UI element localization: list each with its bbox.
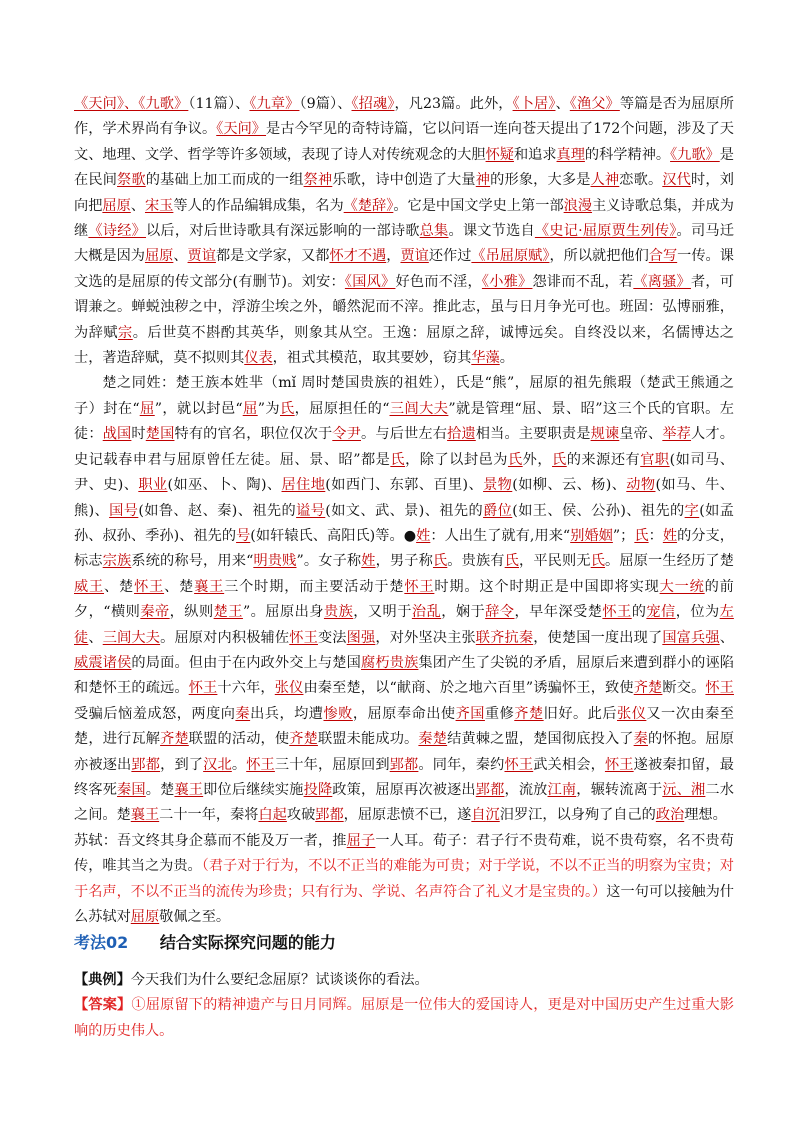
- term-link[interactable]: 氏: [634, 527, 649, 544]
- annotation-text: （君子对于行为，不以不正当的难能为可贵；对于学说，不以不正当的明察为宝贵；对于名声，不以不正当的流传为珍贵；只有行为、学说、名声符合了礼义才是宝贵的。）: [74, 858, 734, 900]
- text-run: 政策，屈原再次被逐出: [332, 781, 476, 798]
- text-run: 等篇是否为屈原所作，学术界尚有争议。: [74, 96, 734, 138]
- paragraph-commentary: [74, 829, 734, 931]
- text-run: 、: [719, 629, 734, 646]
- text-run: 的怀抱。屈原亦被逐出: [74, 731, 734, 773]
- term-link[interactable]: 居住地: [281, 477, 326, 494]
- text-run: 的科学精神。: [584, 146, 671, 163]
- term-link[interactable]: 齐楚: [633, 680, 663, 697]
- text-run: 都是文学家，又都: [215, 248, 330, 265]
- text-run: ，除了以封邑为: [405, 451, 508, 468]
- text-run: 变法: [317, 629, 347, 646]
- example-tag: 【典例】: [74, 972, 131, 988]
- text-run: 重修: [484, 705, 515, 722]
- term-link[interactable]: 左徒: [74, 604, 734, 646]
- text-run: (如柳、云、杨)、: [512, 477, 627, 494]
- term-link[interactable]: 三闾大夫: [389, 400, 449, 417]
- example-question: 今天我们为什么要纪念屈原？试谈谈你的看法。: [130, 972, 429, 988]
- text-run: ，所以就把他们: [549, 248, 649, 265]
- term-link[interactable]: 齐国: [455, 705, 485, 722]
- text-run: 苏轼：吾文终其身企慕而不能及万一者，推: [74, 832, 347, 849]
- text-run: 和追求: [513, 146, 557, 163]
- term-link[interactable]: 神: [475, 172, 491, 189]
- answer-text: ①屈原留下的精神遗产与日月同辉。屈原是一位伟大的爱国诗人，更是对中国历史产生过重大影响的历史伟人。: [74, 997, 734, 1039]
- term-link[interactable]: 《渔父》: [569, 96, 620, 112]
- term-link[interactable]: 氏: [552, 451, 567, 468]
- term-link[interactable]: 怀王: [604, 756, 634, 773]
- term-link[interactable]: 氏: [507, 451, 523, 468]
- text-run: 。后世莫不斟酌其英华，则象其从空。王逸：屈原之辞，诚博远矣。自终没以来，名儒博达之士，著造辞赋，莫不拟则其: [74, 324, 734, 367]
- text-run: 敬佩之至。: [159, 909, 231, 925]
- text-run: 一传。课文选的是屈原的传文部分(有删节)。刘安：: [74, 248, 734, 290]
- text-run: ，使楚国一度出现了: [533, 629, 663, 646]
- text-run: 。楚: [145, 781, 175, 798]
- term-link[interactable]: 齐楚: [160, 731, 189, 748]
- text-run: ，位为: [675, 604, 720, 621]
- text-run: 。: [499, 350, 514, 367]
- answer-line: [74, 993, 734, 1044]
- term-link[interactable]: 郢都: [315, 807, 344, 824]
- text-run: ，男子称: [375, 553, 433, 570]
- term-link[interactable]: 人神: [590, 172, 620, 189]
- term-link[interactable]: 《诗经》: [88, 223, 147, 240]
- term-link[interactable]: 齐楚: [289, 731, 318, 748]
- text-run: 、楚: [104, 578, 135, 595]
- text-run: ”为: [257, 400, 280, 417]
- term-link[interactable]: 职业: [138, 477, 168, 494]
- term-link[interactable]: 辞令: [485, 604, 515, 621]
- term-link[interactable]: 《国风》: [344, 273, 396, 290]
- text-run: 。: [231, 756, 247, 773]
- term-link[interactable]: 真理: [556, 146, 585, 163]
- text-run: ：: [648, 527, 663, 544]
- term-link[interactable]: 总集: [419, 223, 449, 240]
- text-run: 。屈原对内积极辅佐: [160, 629, 290, 646]
- text-run: (如文、武、景)、祖先的: [325, 502, 484, 519]
- term-link[interactable]: 惨败: [323, 705, 353, 722]
- text-run: 是在民间: [74, 146, 734, 189]
- term-link[interactable]: 齐楚: [514, 705, 544, 722]
- text-run: ”就是管理“屈、景、昭”这三个氏的官职。左徒：: [74, 400, 734, 443]
- term-link[interactable]: 令尹: [332, 426, 361, 443]
- term-link[interactable]: 国富兵强: [662, 629, 720, 646]
- term-link[interactable]: 三闾大夫: [102, 629, 161, 646]
- text-run: 二水之间。楚: [74, 781, 734, 824]
- term-link[interactable]: 《楚辞》: [343, 197, 394, 214]
- text-run: ，凡23篇。此外，: [394, 96, 513, 112]
- text-run: ，流放: [504, 781, 548, 798]
- term-link[interactable]: 氏: [280, 400, 295, 417]
- term-link[interactable]: 号: [236, 527, 251, 544]
- text-run: ，又明于: [353, 604, 412, 621]
- term-link[interactable]: 投降: [303, 781, 333, 798]
- term-link[interactable]: 贾谊: [400, 248, 429, 265]
- text-run: 、: [88, 629, 103, 646]
- term-link[interactable]: 屈子: [346, 832, 376, 849]
- text-run: 。与后世左右: [361, 426, 448, 443]
- text-run: 遂被秦扣留，最终客死: [74, 756, 734, 798]
- text-run: 、楚: [164, 578, 195, 595]
- term-link[interactable]: 汉北: [203, 756, 232, 773]
- text-run: 、: [173, 248, 188, 265]
- text-run: 的前夕，“横则: [74, 578, 734, 621]
- term-link[interactable]: 秦国: [117, 781, 146, 798]
- text-run: (如轩辕氏、高阳氏)等。●: [250, 527, 417, 544]
- term-link[interactable]: 联齐抗秦: [475, 629, 534, 646]
- text-run: 楚之同姓：楚王族本姓芈（mǐ 周时楚国贵族的祖姓），氏是“熊”，屈原的祖先熊瑕（楚武王熊通之子）封在“: [74, 375, 734, 417]
- text-run: ”。女子称: [296, 553, 362, 570]
- text-run: 理想。: [684, 807, 727, 824]
- text-run: ”，就以封邑“: [154, 400, 243, 417]
- paragraph-biography: [74, 371, 734, 828]
- text-run: 的: [631, 604, 647, 621]
- term-link[interactable]: 秦: [235, 705, 251, 722]
- text-run: 集团产生了尖锐的矛盾，屈原后来遭到群小的诬陷和楚怀王的疏远。: [74, 654, 734, 697]
- term-link[interactable]: 仪表: [244, 350, 273, 367]
- text-run: 出兵，均遭: [250, 705, 324, 722]
- text-run: ，屈原奉命出使: [352, 705, 456, 722]
- term-link[interactable]: 《卜居》: [512, 96, 556, 112]
- text-run: 系统的称号，用来“: [131, 553, 254, 570]
- text-run: 是古今罕见的奇特诗篇，它以问语一连向苍天提出了172个问题，涉及了天文、地理、文学、哲学等许多领域，表现了诗人对传统观念的大胆: [74, 121, 734, 163]
- text-run: 恋歌。: [619, 172, 663, 189]
- term-link[interactable]: 举荐: [662, 426, 692, 443]
- term-link[interactable]: 《招魂》: [351, 96, 395, 112]
- text-run: (如王、侯、公孙)、祖先的: [512, 502, 685, 519]
- term-link[interactable]: 屈原: [102, 197, 131, 214]
- text-run: ，辗转流离于: [576, 781, 663, 798]
- text-run: 怨诽而不乱，若: [532, 273, 634, 290]
- text-run: 联盟未能成功。: [317, 731, 419, 748]
- term-link[interactable]: 浪漫: [563, 197, 593, 214]
- section-title: 结合实际探究问题的能力: [159, 933, 336, 952]
- text-run: 还作过: [428, 248, 472, 265]
- term-link[interactable]: 怀王: [705, 680, 734, 697]
- term-link[interactable]: 别婚姻: [570, 527, 613, 544]
- term-link[interactable]: 屈原: [130, 909, 160, 925]
- term-link[interactable]: 官职: [640, 451, 670, 468]
- text-run: 特有的官名，职位仅次于: [174, 426, 333, 443]
- text-run: 相当。主要职责是: [475, 426, 591, 443]
- term-link[interactable]: 怀疑: [485, 146, 514, 163]
- text-run: ，平民则无: [519, 553, 591, 570]
- text-run: 皇帝、: [619, 426, 663, 443]
- term-link[interactable]: 楚国: [145, 426, 175, 443]
- text-run: 的分支，标志: [74, 527, 734, 570]
- text-run: 一人耳。荀子：君子行不贵苟难，说不贵苟察，名不贵苟传，唯其当之为贵。: [74, 832, 734, 875]
- term-link[interactable]: 《小雅》: [481, 273, 533, 290]
- term-link[interactable]: 屈原: [144, 248, 174, 265]
- term-link[interactable]: 怀才不遇: [329, 248, 387, 265]
- term-link[interactable]: 郢都: [475, 781, 505, 798]
- text-run: 这一句可以接触为什么苏轼对: [74, 883, 734, 925]
- term-link[interactable]: 氏: [590, 553, 606, 570]
- term-link[interactable]: 华藻: [471, 350, 500, 367]
- term-link[interactable]: 治乱: [411, 604, 442, 621]
- text-run: 好色而不淫，: [395, 273, 482, 290]
- text-run: ”。屈原出身: [242, 604, 324, 621]
- term-link[interactable]: 威王: [74, 578, 105, 595]
- term-link[interactable]: 秦楚: [418, 731, 448, 748]
- text-run: 时，刘向把: [74, 172, 734, 214]
- text-run: (如巫、卜、陶)、: [167, 477, 282, 494]
- term-link[interactable]: 张仪: [617, 705, 647, 722]
- text-run: (如孟孙、叔孙、季孙)、祖先的: [74, 502, 734, 544]
- term-link[interactable]: 战国: [102, 426, 132, 443]
- text-run: 主义诗歌总集，并成为继: [74, 197, 734, 240]
- term-link[interactable]: 襄王: [174, 781, 204, 798]
- text-run: 的局面。但由于在内政外交上与楚国: [131, 654, 362, 671]
- text-run: 二十一年，秦将: [159, 807, 259, 824]
- text-run: 汨罗江，以身殉了自己的: [499, 807, 656, 824]
- term-link[interactable]: 腐朽贵族: [361, 654, 419, 671]
- section-heading: [74, 928, 734, 958]
- text-run: 的来源还有: [566, 451, 641, 468]
- text-run: 攻破: [286, 807, 316, 824]
- text-run: 三十年，屈原回到: [274, 756, 390, 773]
- text-run: 。课文节选自: [448, 223, 535, 240]
- term-link[interactable]: 姓: [416, 527, 431, 544]
- text-run: 的基础上加工而成的一组: [145, 172, 304, 189]
- text-run: ，纵则: [169, 604, 214, 621]
- text-run: ，早年深受楚: [514, 604, 603, 621]
- text-run: 。贵族有: [447, 553, 505, 570]
- term-link[interactable]: 国号: [109, 502, 139, 519]
- term-link[interactable]: 《离骚》: [633, 273, 691, 290]
- term-link[interactable]: 襄王: [194, 578, 225, 595]
- text-run: 人才。史记载春申君与屈原曾任左徒。屈、景、昭”都是: [74, 426, 734, 468]
- term-link[interactable]: 姓: [361, 553, 376, 570]
- term-link[interactable]: 政治: [655, 807, 685, 824]
- term-link[interactable]: 郢都: [389, 756, 419, 773]
- term-link[interactable]: 怀王: [246, 756, 275, 773]
- term-link[interactable]: 张仪: [274, 680, 304, 697]
- text-run: 联盟的活动，使: [188, 731, 290, 748]
- text-run: 乐歌，诗中创造了大量: [332, 172, 476, 189]
- term-link[interactable]: 宋玉: [144, 197, 174, 214]
- body-text: [74, 92, 734, 930]
- text-run: ”；: [612, 527, 635, 544]
- term-link[interactable]: 秦帝: [140, 604, 170, 621]
- text-run: ，对外坚决主张: [375, 629, 476, 646]
- text-run: 三个时期，而主要活动于楚: [224, 578, 405, 595]
- text-run: (如马、牛、熊)、: [74, 477, 734, 519]
- term-link[interactable]: 规谏: [590, 426, 620, 443]
- term-link[interactable]: 秦: [633, 731, 648, 748]
- term-link[interactable]: 合写: [648, 248, 678, 265]
- text-run: 。同年，秦约: [418, 756, 505, 773]
- term-link[interactable]: 谥号: [296, 502, 326, 519]
- text-run: 外，: [522, 451, 553, 468]
- term-link[interactable]: 怀王: [289, 629, 318, 646]
- term-link[interactable]: 汉代: [662, 172, 692, 189]
- term-link[interactable]: 怀王: [134, 578, 165, 595]
- term-link[interactable]: 氏: [432, 553, 448, 570]
- text-run: 受骗后恼羞成怒，两度向: [74, 705, 236, 722]
- text-run: 时期。这个时期正是中国即将实现: [434, 578, 660, 595]
- term-link[interactable]: 《九章》: [249, 96, 300, 112]
- term-link[interactable]: 沅、湘: [662, 781, 706, 798]
- term-link[interactable]: 怀王: [504, 756, 534, 773]
- text-run: 由秦至楚，以“献商、於之地六百里”诱骗怀王，致使: [303, 680, 634, 697]
- term-link[interactable]: 氏: [390, 451, 406, 468]
- question-answer-block: [74, 968, 734, 1044]
- term-link[interactable]: 威震诸侯: [74, 654, 132, 671]
- text-run: 。它是中国文学史上第一部: [393, 197, 564, 214]
- term-link[interactable]: 怀王: [188, 680, 218, 697]
- text-run: 结黄棘之盟，楚国彻底投入了: [447, 731, 634, 748]
- text-run: 者，可谓兼之。蝉蜕浊秽之中，浮游尘埃之外，皭然泥而不滓。推此志，虽与日月争光可也。班固：弘博丽雅，为辞赋: [74, 273, 734, 341]
- term-link[interactable]: 屈: [242, 400, 258, 417]
- term-link[interactable]: 屈: [139, 400, 155, 417]
- section-number: 考法02: [74, 933, 129, 952]
- term-link[interactable]: 白起: [258, 807, 287, 824]
- term-link[interactable]: 图强: [346, 629, 376, 646]
- text-run: ，祖式其模范，取其要妙，窃其: [272, 350, 472, 367]
- text-run: ：人出生了就有,用来“: [430, 527, 571, 544]
- text-run: 以后，对后世诗歌具有深远影响的一部诗歌: [146, 223, 420, 240]
- text-run: (如西门、东郭、百里)、: [325, 477, 484, 494]
- term-link[interactable]: 宗: [118, 324, 133, 341]
- term-link[interactable]: 《九歌》: [670, 146, 720, 163]
- text-run: 的形象，大多是: [490, 172, 591, 189]
- term-link[interactable]: 景物: [483, 477, 513, 494]
- term-link[interactable]: 襄王: [130, 807, 160, 824]
- term-link[interactable]: 祭神: [303, 172, 333, 189]
- term-link[interactable]: 自沉: [471, 807, 500, 824]
- term-link[interactable]: 郢都: [131, 756, 161, 773]
- text-run: ，到了: [160, 756, 204, 773]
- text-run: 即位后继续实施: [203, 781, 304, 798]
- paragraph-works: [74, 92, 734, 371]
- term-link[interactable]: 祭歌: [117, 172, 146, 189]
- text-run: 断交。: [662, 680, 706, 697]
- text-run: 。司马迁大概是因为: [74, 223, 734, 265]
- term-link[interactable]: 动物: [626, 477, 656, 494]
- term-link[interactable]: 拾遗: [447, 426, 476, 443]
- term-link[interactable]: 字: [684, 502, 700, 519]
- term-link[interactable]: 贵族: [323, 604, 354, 621]
- answer-tag: 【答案】: [74, 997, 132, 1014]
- term-link[interactable]: 宗族: [102, 553, 132, 570]
- text-run: 等人的作品编辑成集，名为: [173, 197, 344, 214]
- text-run: 、: [130, 197, 145, 214]
- text-run: 。屈原一生经历了楚: [605, 553, 734, 570]
- term-link[interactable]: 氏: [504, 553, 519, 570]
- term-link[interactable]: 贾谊: [187, 248, 216, 265]
- text-run: 、: [555, 96, 570, 112]
- term-link[interactable]: 爵位: [483, 502, 513, 519]
- text-run: 武关相会，: [533, 756, 605, 773]
- text-run: ，屈原担任的“: [294, 400, 390, 417]
- term-link[interactable]: 《史记·屈原贾生列传》: [534, 223, 677, 240]
- text-run: ，娴于: [441, 604, 486, 621]
- term-link[interactable]: 宠信: [646, 604, 676, 621]
- term-link[interactable]: 《吊屈原赋》: [471, 248, 550, 265]
- term-link[interactable]: 怀王: [404, 578, 435, 595]
- text-run: 十六年，: [217, 680, 275, 697]
- term-link[interactable]: 楚王: [213, 604, 243, 621]
- text-run: ，屈原悲愤不已，遂: [343, 807, 472, 824]
- term-link[interactable]: 明贵贱: [253, 553, 297, 570]
- term-link[interactable]: 怀王: [602, 604, 632, 621]
- text-run: 时: [131, 426, 146, 443]
- text-run: （11篇）、: [188, 96, 250, 112]
- text-run: 又一次由秦至楚，进行瓦解: [74, 705, 734, 748]
- term-link[interactable]: 《天问》、《九歌》: [74, 96, 189, 112]
- example-line: [74, 968, 734, 993]
- text-run: 旧好。此后: [543, 705, 618, 722]
- term-link[interactable]: 《天问》: [216, 121, 267, 138]
- text-run: （9篇）、: [299, 96, 352, 112]
- term-link[interactable]: 姓: [662, 527, 678, 544]
- text-run: (如鲁、赵、秦)、祖先的: [138, 502, 297, 519]
- text-run: ，: [386, 248, 401, 265]
- term-link[interactable]: 江南: [547, 781, 577, 798]
- text-run: (如司马、尹、史)、: [74, 451, 734, 494]
- term-link[interactable]: 大一统: [659, 578, 705, 595]
